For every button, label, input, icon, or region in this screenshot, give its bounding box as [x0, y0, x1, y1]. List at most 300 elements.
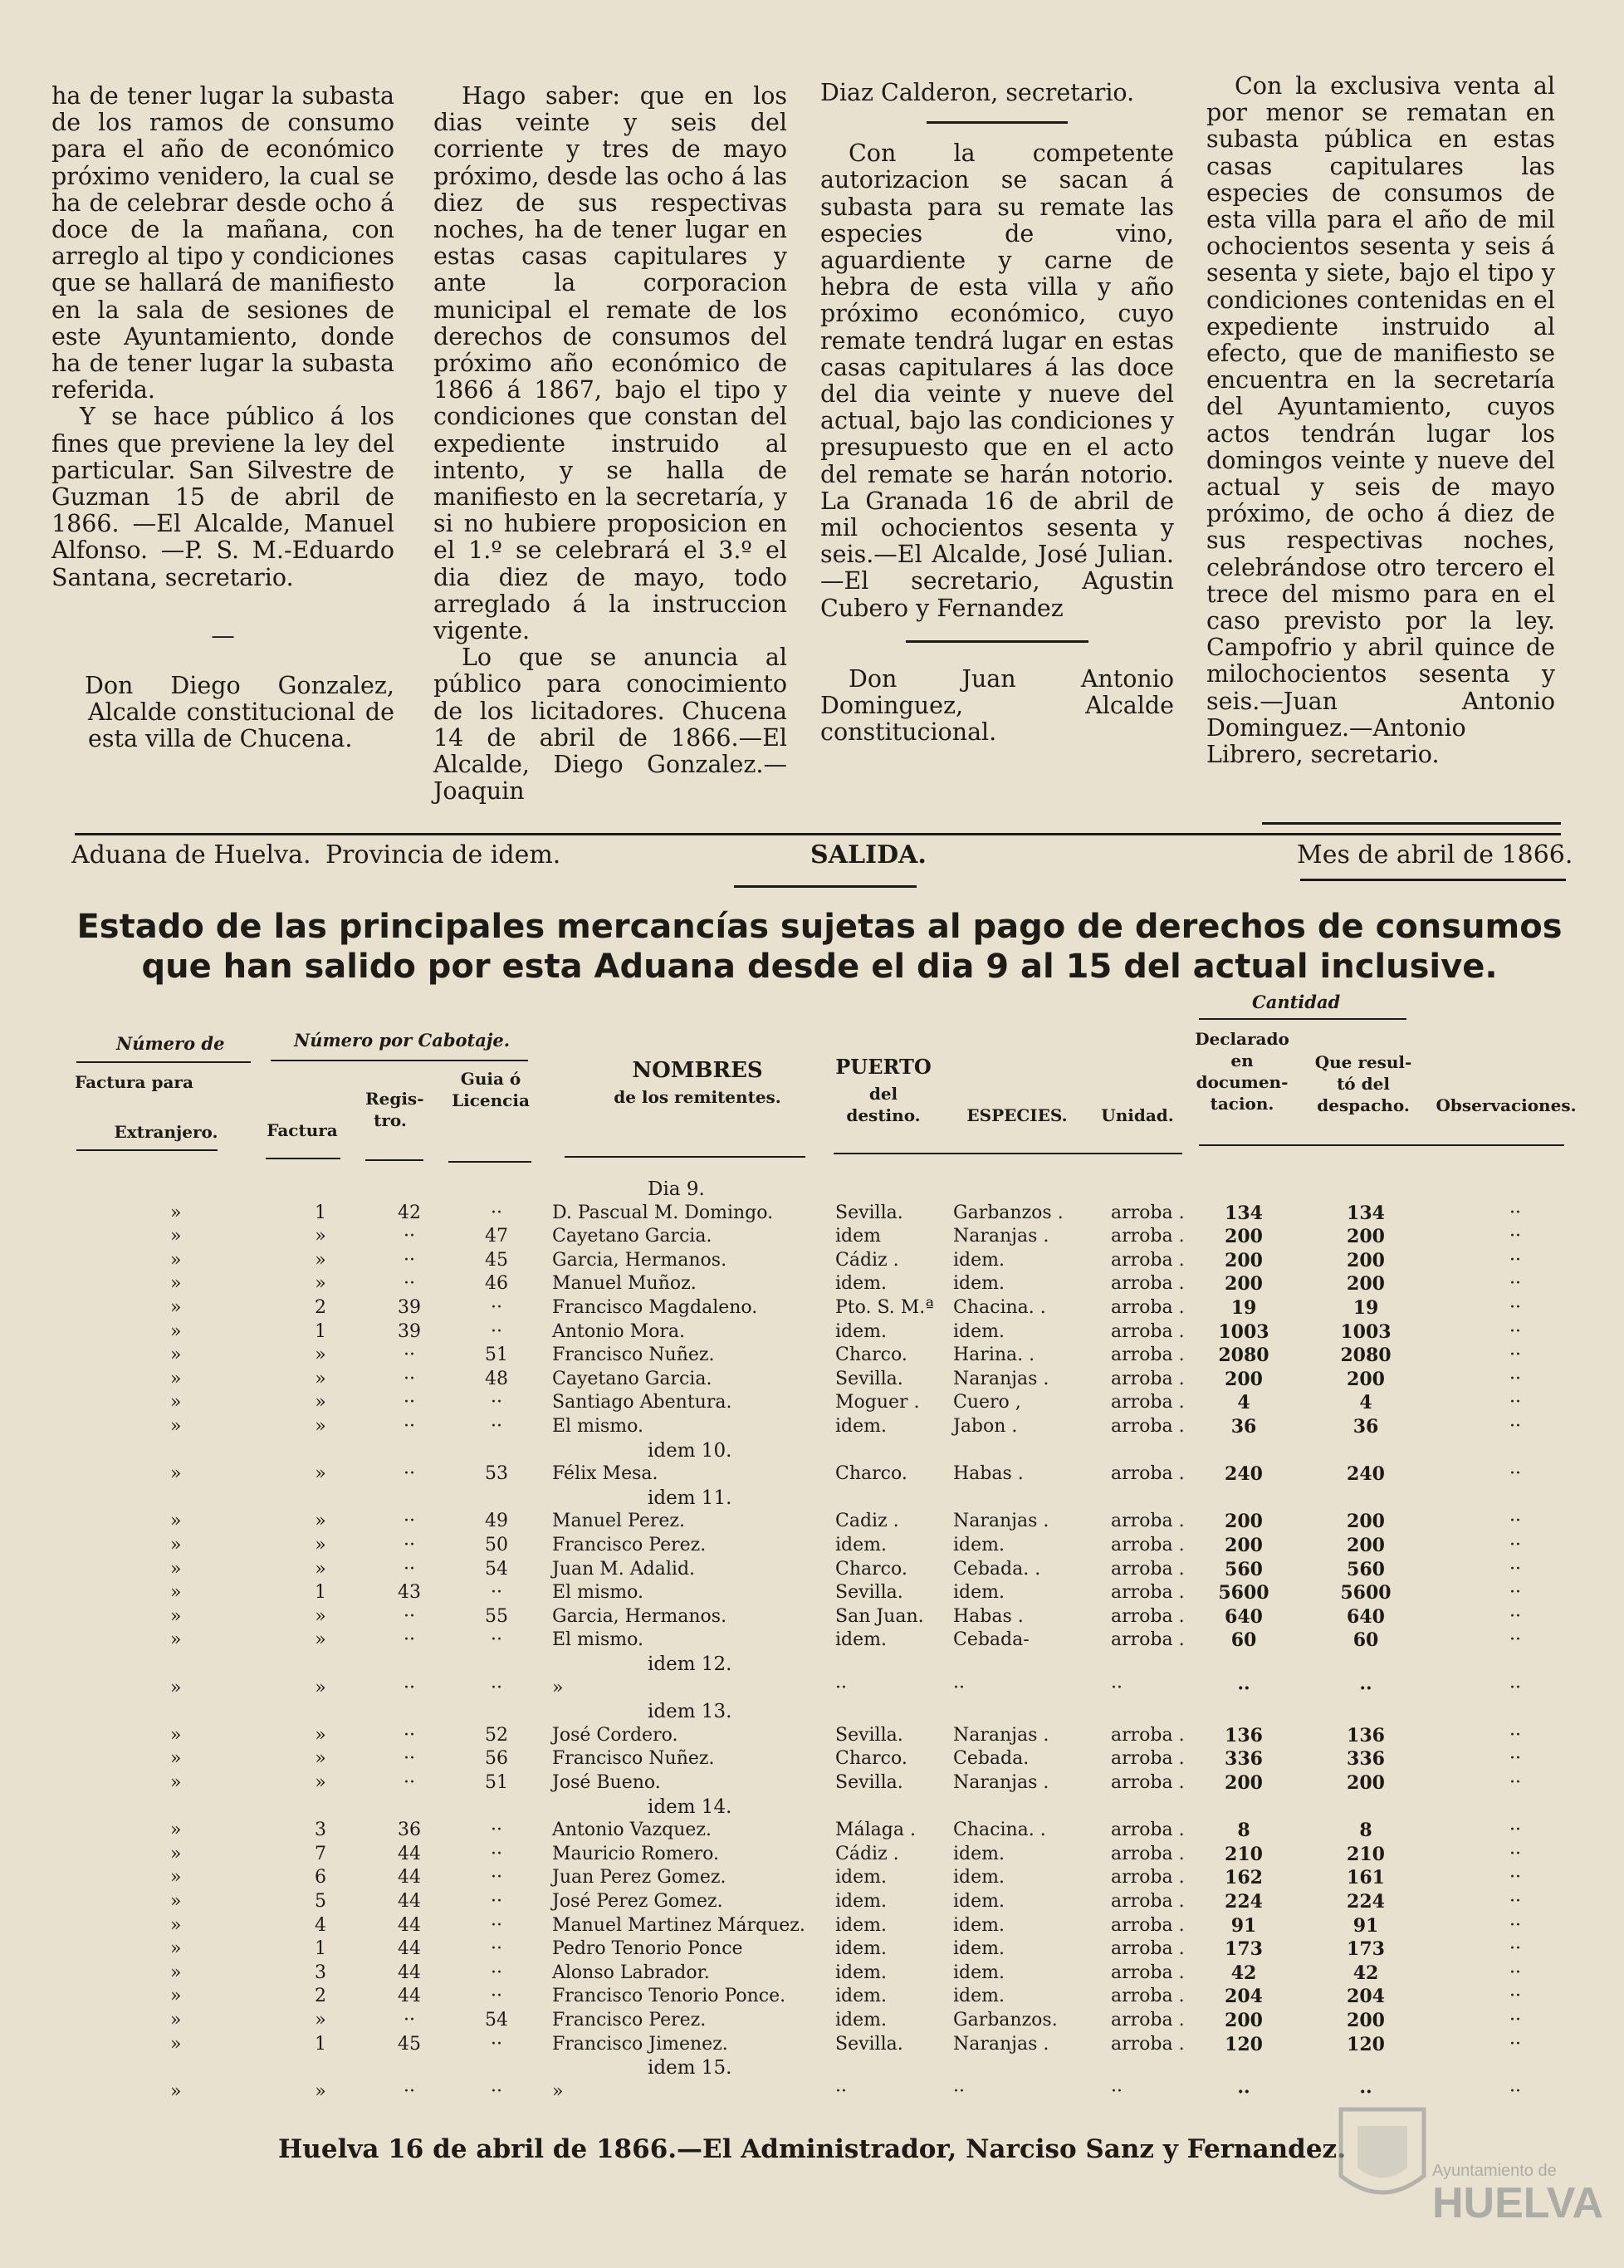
cell-res: 336	[1347, 1748, 1385, 1771]
cell-fac: »	[315, 1535, 326, 1555]
th-registro: Regis- tro.	[365, 1089, 424, 1130]
cell-reg: 36	[398, 1820, 421, 1841]
cell-obs: ··	[1509, 1202, 1521, 1223]
cell-uni: arroba .	[1111, 1867, 1185, 1888]
cell-esp: Garbanzos .	[953, 1202, 1064, 1223]
cell-nom: »	[552, 2080, 564, 2102]
cell-uni: arroba .	[1111, 1535, 1185, 1555]
cell-fac: »	[315, 1226, 326, 1247]
cell-res: 5600	[1340, 1582, 1392, 1604]
cell-pto: idem	[835, 1226, 881, 1247]
cell-pto: ··	[835, 1677, 847, 1698]
th-guia: Guia ó Licencia	[452, 1069, 530, 1110]
cell-ext: »	[170, 1226, 182, 1247]
cell-res: 161	[1347, 1867, 1385, 1889]
cell-nom: »	[552, 1677, 564, 1698]
cell-ext: »	[170, 1891, 182, 1912]
cell-nom: Félix Mesa.	[552, 1463, 658, 1485]
cell-uni: arroba .	[1111, 1416, 1185, 1437]
table-row	[0, 1747, 1624, 1771]
cell-esp: ··	[953, 1677, 965, 1698]
table-row	[0, 1296, 1624, 1320]
cell-uni: arroba .	[1111, 1582, 1185, 1604]
cell-ext: »	[170, 1202, 182, 1223]
cell-fac: »	[315, 1368, 326, 1389]
cell-fac: 3	[315, 1962, 326, 1983]
cell-esp: Naranjas .	[953, 1511, 1049, 1532]
cell-pto: Sevilla.	[835, 1772, 903, 1793]
cell-fac: »	[315, 1677, 326, 1698]
cell-ext: »	[170, 1535, 182, 1555]
cell-obs: ··	[1509, 1582, 1521, 1604]
cell-reg: 39	[398, 1320, 421, 1342]
cell-reg: 44	[398, 1938, 421, 1960]
cell-fac: 1	[315, 1938, 326, 1960]
cell-reg: ··	[404, 1463, 415, 1485]
cell-fac: »	[315, 1273, 326, 1295]
table-row	[0, 1962, 1624, 1985]
cell-gui: 51	[485, 1772, 508, 1793]
cell-obs: ··	[1509, 1345, 1521, 1366]
cell-nom: D. Pascual M. Domingo.	[552, 1202, 774, 1223]
cell-gui: ··	[491, 1986, 502, 2007]
cell-obs: ··	[1509, 1748, 1521, 1770]
cell-reg: 44	[398, 1867, 421, 1888]
cell-res: 173	[1347, 1938, 1385, 1961]
cell-obs: ··	[1509, 1914, 1521, 1936]
cell-nom: Santiago Abentura.	[552, 1392, 732, 1413]
table-day-subheading	[0, 1700, 1624, 1723]
table-row	[0, 1272, 1624, 1296]
cell-dec: 19	[1230, 1297, 1257, 1319]
cell-gui: 54	[485, 2010, 508, 2030]
cell-pto: idem.	[835, 1938, 887, 1960]
cell-dec: 173	[1225, 1938, 1263, 1961]
cell-pto: Cádiz .	[835, 1249, 899, 1271]
cell-obs: ··	[1509, 1891, 1521, 1912]
cell-fac: 1	[315, 2033, 326, 2055]
cell-dec: 200	[1225, 1249, 1263, 1271]
col2-paragraph-1: Hago saber: que en los dias veinte y seis del corriente y tres de mayo próximo, desde las ocho á las diez de sus respectivas noches, ha de tener lugar en estas casas capitulares y ante la corporacion municipal el remate de los derechos de consumos del próximo año económico de 1866 á 1867, bajo el tipo y condiciones que constan del expediente instruido al intento, y se halla de manifiesto en la secretaría, y si no hubiere proposicion en el 1.º se celebrará el 3.º el dia diez de mayo, todo arreglado á la instruccion vigente.	[433, 82, 787, 645]
th-under-4	[448, 1161, 531, 1163]
cell-uni: arroba .	[1111, 1938, 1185, 1960]
text-column-4	[1206, 73, 1555, 768]
cell-reg: ··	[404, 1511, 415, 1532]
cell-nom: Francisco Jimenez.	[552, 2033, 728, 2055]
col3-rule-1	[927, 121, 1068, 124]
col3-rule-2	[906, 640, 1088, 643]
cell-dec: 5600	[1218, 1582, 1269, 1604]
cell-fac: »	[315, 1605, 326, 1627]
cell-pto: Charco.	[835, 1558, 907, 1580]
cell-fac: »	[315, 1345, 326, 1366]
cell-nom: El mismo.	[552, 1629, 643, 1651]
cell-reg: 42	[398, 1202, 421, 1223]
cell-reg: 43	[398, 1582, 421, 1604]
cell-dec: 200	[1225, 2010, 1263, 2031]
cell-uni: arroba .	[1111, 1629, 1185, 1651]
col2-paragraph-2: Lo que se anuncia al público para conocimiento de los licitadores. Chucena 14 de abril de 1866.—El Alcalde, Diego Gonzalez.—Joaquin	[433, 644, 787, 806]
table-row	[0, 1629, 1624, 1652]
cell-nom: Alonso Labrador.	[552, 1962, 710, 1983]
cell-res: 200	[1347, 1535, 1385, 1556]
table-row	[0, 1225, 1624, 1248]
cell-esp: idem.	[953, 1320, 1005, 1342]
cell-reg: 44	[398, 1986, 421, 2007]
cell-reg: 44	[398, 1914, 421, 1936]
cell-res: 60	[1353, 1629, 1379, 1652]
cell-ext: »	[170, 1558, 182, 1580]
cell-nom: Antonio Vazquez.	[552, 1820, 712, 1841]
cell-res: 19	[1353, 1297, 1379, 1319]
cell-uni: arroba .	[1111, 1511, 1185, 1532]
cell-esp: idem.	[953, 1867, 1005, 1888]
cell-gui: ··	[491, 2033, 502, 2055]
cell-gui: ··	[491, 1202, 502, 1223]
cell-ext: »	[170, 2080, 182, 2102]
table-row	[0, 2009, 1624, 2032]
table-row	[0, 1890, 1624, 1913]
cell-nom: Garcia, Hermanos.	[552, 1605, 727, 1627]
table-row	[0, 1510, 1624, 1533]
cell-gui: ··	[491, 1820, 502, 1841]
cell-ext: »	[170, 1249, 182, 1271]
col3-paragraph-1: Con la competente autorizacion se sacan á subasta para su remate las especies de vino, aguardiente y carne de hebra de esta villa y año próximo económico, cuyo remate tendrá lugar en estas casas capitulares á las doce del dia veinte y nueve del actual, bajo las condiciones y presupuesto que en el acto del remate se harán notorio. La Granada 16 de abril de mil ochocientos sesenta y seis.—El Alcalde, José Julian.—El secretario, Agustin Cubero y Fernandez	[820, 140, 1174, 622]
th-cantidad: Cantidad	[1252, 992, 1341, 1012]
cell-dec: 4	[1237, 1392, 1250, 1414]
cell-res: 560	[1347, 1558, 1385, 1580]
cell-obs: ··	[1509, 1629, 1521, 1651]
cell-esp: idem.	[953, 1914, 1005, 1936]
cell-reg: ··	[404, 1368, 415, 1389]
cell-ext: »	[170, 1820, 182, 1841]
cell-pto: Cadiz .	[835, 1511, 899, 1532]
cell-fac: 2	[315, 1986, 326, 2007]
cell-pto: Sevilla.	[835, 2033, 903, 2055]
header-aduana: Aduana de Huelva.	[71, 840, 311, 869]
cell-nom: José Perez Gomez.	[552, 1891, 723, 1912]
cell-pto: idem.	[835, 1273, 887, 1295]
cell-gui: 54	[485, 1558, 508, 1580]
th-under-7	[1199, 1144, 1564, 1146]
cell-pto: idem.	[835, 1535, 887, 1555]
cell-dec: 134	[1225, 1202, 1263, 1224]
cell-nom: Mauricio Romero.	[552, 1843, 720, 1864]
cell-reg: ··	[404, 1392, 415, 1413]
cell-ext: »	[170, 1511, 182, 1532]
cell-dec: 200	[1225, 1368, 1263, 1390]
cell-reg: ··	[404, 1605, 415, 1627]
th-under-1	[76, 1149, 218, 1151]
cell-dec: ··	[1237, 2080, 1250, 2103]
table-row	[0, 1937, 1624, 1961]
table-day-subheading	[0, 2056, 1624, 2079]
cell-ext: »	[170, 1867, 182, 1888]
cell-esp: Naranjas .	[953, 1368, 1049, 1389]
table-row	[0, 1843, 1624, 1866]
cell-pto: Pto. S. M.ª	[835, 1297, 934, 1318]
cell-obs: ··	[1509, 1463, 1521, 1485]
cell-obs: ··	[1509, 1962, 1521, 1983]
cell-uni: arroba .	[1111, 1202, 1185, 1223]
cell-uni: arroba .	[1111, 1843, 1185, 1864]
cell-gui: 45	[485, 1249, 508, 1271]
cell-uni: ··	[1111, 1677, 1123, 1698]
cell-ext: »	[170, 1392, 182, 1413]
th-resulto: Que resul- tó del despacho.	[1314, 1052, 1412, 1115]
cell-dec: 200	[1225, 1772, 1263, 1794]
cell-nom: El mismo.	[552, 1582, 643, 1604]
col1-paragraph-2: Y se hace público á los fines que previene la ley del particular. San Silvestre de Guzman 15 de abril de 1866. —El Alcalde, Manuel Alfonso. —P. S. M.-Eduardo Santana, secretario.	[51, 403, 394, 591]
cell-uni: arroba .	[1111, 1226, 1185, 1247]
cell-esp: Cebada.	[953, 1748, 1030, 1770]
cell-fac: 4	[315, 1914, 326, 1936]
th-nombres-sub: de los remitentes.	[614, 1087, 781, 1107]
cell-nom: Pedro Tenorio Ponce	[552, 1938, 743, 1960]
table-row	[0, 2033, 1624, 2056]
cell-nom: Antonio Mora.	[552, 1320, 685, 1342]
cell-gui: 46	[485, 1273, 508, 1295]
cell-pto: idem.	[835, 1986, 887, 2007]
cell-gui: ··	[491, 1938, 502, 1960]
cell-pto: idem.	[835, 1962, 887, 1983]
th-under-6	[834, 1153, 1182, 1154]
cell-reg: ··	[404, 1629, 415, 1651]
cell-fac: »	[315, 2010, 326, 2030]
cell-res: 200	[1347, 1226, 1385, 1248]
cell-esp: idem.	[953, 1249, 1005, 1271]
cell-ext: »	[170, 1962, 182, 1983]
cell-ext: »	[170, 1320, 182, 1342]
day-label: idem 11.	[648, 1487, 732, 1509]
th-factura-para: Factura para	[75, 1072, 193, 1092]
cell-nom: Manuel Perez.	[552, 1511, 685, 1532]
cell-res: 8	[1359, 1820, 1372, 1842]
th-numero-de: Número de	[116, 1033, 225, 1054]
th-puerto: PUERTO	[835, 1055, 932, 1079]
text-column-3	[820, 80, 1174, 746]
cell-nom: Juan Perez Gomez.	[552, 1867, 726, 1888]
cell-obs: ··	[1509, 1249, 1521, 1271]
cell-res: 136	[1347, 1724, 1385, 1746]
table-row	[0, 1344, 1624, 1367]
cell-nom: Francisco Tenorio Ponce.	[552, 1986, 786, 2007]
cell-dec: 224	[1225, 1891, 1263, 1913]
th-unidad: Unidad.	[1101, 1105, 1174, 1125]
cell-dec: 120	[1225, 2033, 1263, 2055]
cell-uni: arroba .	[1111, 1273, 1185, 1295]
cell-obs: ··	[1509, 2080, 1521, 2102]
cell-dec: 204	[1225, 1986, 1263, 2008]
cell-ext: »	[170, 1297, 182, 1318]
cell-obs: ··	[1509, 1226, 1521, 1247]
table-row	[0, 1914, 1624, 1937]
cell-esp: Cebada-	[953, 1629, 1030, 1651]
cell-pto: Cádiz .	[835, 1843, 899, 1864]
cell-gui: 56	[485, 1748, 508, 1770]
cell-reg: ··	[404, 1677, 415, 1698]
cell-gui: 53	[485, 1463, 508, 1485]
cell-reg: ··	[404, 1772, 415, 1793]
cell-fac: »	[315, 1511, 326, 1532]
cell-obs: ··	[1509, 1938, 1521, 1960]
cell-res: ··	[1359, 2080, 1372, 2103]
cell-esp: Naranjas .	[953, 1724, 1049, 1746]
cell-gui: ··	[491, 2080, 502, 2102]
cell-dec: 560	[1225, 1558, 1263, 1580]
cell-dec: 640	[1225, 1605, 1263, 1628]
th-puerto-sub: del destino.	[846, 1084, 921, 1125]
cell-gui: 52	[485, 1724, 508, 1746]
section-rule-salida	[734, 885, 917, 888]
cell-obs: ··	[1509, 1820, 1521, 1841]
day-label: idem 13.	[648, 1701, 732, 1723]
cell-ext: »	[170, 1368, 182, 1389]
cell-uni: arroba .	[1111, 1249, 1185, 1271]
cell-obs: ··	[1509, 1558, 1521, 1580]
cell-nom: Cayetano Garcia.	[552, 1368, 712, 1389]
cell-esp: Chacina. .	[953, 1297, 1046, 1318]
cell-gui: ··	[491, 1867, 502, 1888]
cell-fac: »	[315, 1772, 326, 1793]
table-day-subheading	[0, 1439, 1624, 1462]
cell-dec: 42	[1230, 1962, 1257, 1984]
cell-obs: ··	[1509, 1416, 1521, 1437]
cell-obs: ··	[1509, 1511, 1521, 1532]
cell-res: 36	[1353, 1416, 1379, 1438]
cell-obs: ··	[1509, 1297, 1521, 1318]
cell-nom: El mismo.	[552, 1416, 643, 1437]
cell-esp: idem.	[953, 1582, 1005, 1604]
cell-nom: Francisco Nuñez.	[552, 1748, 715, 1770]
table-row	[0, 1462, 1624, 1486]
cell-fac: »	[315, 1416, 326, 1437]
cell-ext: »	[170, 1629, 182, 1651]
cell-nom: Garcia, Hermanos.	[552, 1249, 727, 1271]
cell-dec: 200	[1225, 1511, 1263, 1533]
cell-uni: arroba .	[1111, 1463, 1185, 1485]
cell-reg: 44	[398, 1962, 421, 1983]
cell-esp: idem.	[953, 1962, 1005, 1983]
th-under-2	[266, 1158, 340, 1159]
cell-uni: ··	[1111, 2080, 1123, 2102]
table-row	[0, 1415, 1624, 1438]
cell-dec: 91	[1230, 1914, 1257, 1937]
cell-ext: »	[170, 1914, 182, 1936]
cell-esp: Naranjas .	[953, 1226, 1049, 1247]
cell-reg: ··	[404, 1345, 415, 1366]
cell-obs: ··	[1509, 1320, 1521, 1342]
header-month: Mes de abril de 1866.	[1297, 840, 1573, 869]
th-especies: ESPECIES.	[966, 1105, 1068, 1125]
cell-esp: idem.	[953, 1273, 1005, 1295]
cell-obs: ··	[1509, 1368, 1521, 1389]
cell-uni: arroba .	[1111, 1297, 1185, 1318]
cell-pto: Sevilla.	[835, 1582, 903, 1604]
cell-esp: Naranjas .	[953, 1772, 1049, 1793]
cell-res: 200	[1347, 1511, 1385, 1533]
cell-gui: 51	[485, 1345, 508, 1366]
cell-res: 4	[1359, 1392, 1372, 1414]
cell-obs: ··	[1509, 1986, 1521, 2007]
table-row	[0, 1724, 1624, 1747]
table-row	[0, 1605, 1624, 1629]
cell-reg: ··	[404, 1558, 415, 1580]
th-under-5	[565, 1156, 805, 1158]
th-under-3	[365, 1159, 423, 1161]
table-day-subheading	[0, 1487, 1624, 1510]
cell-res: 200	[1347, 1772, 1385, 1794]
cell-pto: idem.	[835, 1416, 887, 1437]
table-title: Estado de las principales mercancías sujetas al pago de derechos de consumos que han salido por esta Aduana desde el dia 9 al 15 del actual inclusive.	[76, 908, 1563, 986]
cell-gui: ··	[491, 1677, 502, 1698]
cell-uni: arroba .	[1111, 1962, 1185, 1983]
cell-ext: »	[170, 1748, 182, 1770]
cell-res: 91	[1353, 1914, 1379, 1937]
cell-res: ··	[1359, 1677, 1372, 1699]
table-day-subheading	[0, 1795, 1624, 1819]
cell-uni: arroba .	[1111, 1345, 1185, 1366]
cell-nom: Juan M. Adalid.	[552, 1558, 696, 1580]
cell-gui: ··	[491, 1297, 502, 1318]
cell-ext: »	[170, 1273, 182, 1295]
cell-fac: 1	[315, 1202, 326, 1223]
cell-dec: 2080	[1218, 1345, 1269, 1367]
cell-ext: »	[170, 1605, 182, 1627]
cell-reg: ··	[404, 1226, 415, 1247]
cell-pto: Sevilla.	[835, 1724, 903, 1746]
cell-gui: 48	[485, 1368, 508, 1389]
cell-esp: Chacina. .	[953, 1820, 1046, 1841]
th-declarado: Declarado en documen- tacion.	[1195, 1029, 1289, 1114]
th-extranjero: Extranjero.	[114, 1122, 218, 1142]
cell-fac: »	[315, 1724, 326, 1746]
cell-uni: arroba .	[1111, 1392, 1185, 1413]
table-row	[0, 1819, 1624, 1842]
cell-obs: ··	[1509, 1772, 1521, 1793]
cell-esp: idem.	[953, 1843, 1005, 1864]
cell-uni: arroba .	[1111, 1748, 1185, 1770]
col3-paragraph-2: Don Juan Antonio Dominguez, Alcalde constitucional.	[820, 664, 1174, 747]
cell-fac: 3	[315, 1820, 326, 1841]
cell-obs: ··	[1509, 1392, 1521, 1413]
cell-pto: idem.	[835, 2010, 887, 2030]
watermark-line2: HUELVA	[1432, 2179, 1604, 2227]
table-row	[0, 1249, 1624, 1272]
cell-reg: ··	[404, 1416, 415, 1437]
table-day-subheading	[0, 1653, 1624, 1676]
cell-pto: idem.	[835, 1914, 887, 1936]
cell-obs: ··	[1509, 1677, 1521, 1698]
th-observaciones: Observaciones.	[1436, 1095, 1577, 1115]
table-row	[0, 1534, 1624, 1557]
cell-pto: Charco.	[835, 1748, 907, 1770]
cell-res: 200	[1347, 1249, 1385, 1271]
cell-dec: 210	[1225, 1843, 1263, 1865]
watermark-crest	[1324, 2084, 1604, 2251]
cell-nom: Francisco Perez.	[552, 1535, 707, 1555]
cell-res: 42	[1353, 1962, 1379, 1984]
table-row	[0, 1985, 1624, 2008]
cell-ext: »	[170, 2033, 182, 2055]
cell-pto: Charco.	[835, 1345, 907, 1366]
cell-dec: 336	[1225, 1748, 1263, 1771]
section-rule-month	[1300, 879, 1566, 881]
cell-res: 204	[1347, 1986, 1385, 2008]
cell-ext: »	[170, 2010, 182, 2030]
cell-reg: ··	[404, 2080, 415, 2102]
cell-fac: »	[315, 1249, 326, 1271]
